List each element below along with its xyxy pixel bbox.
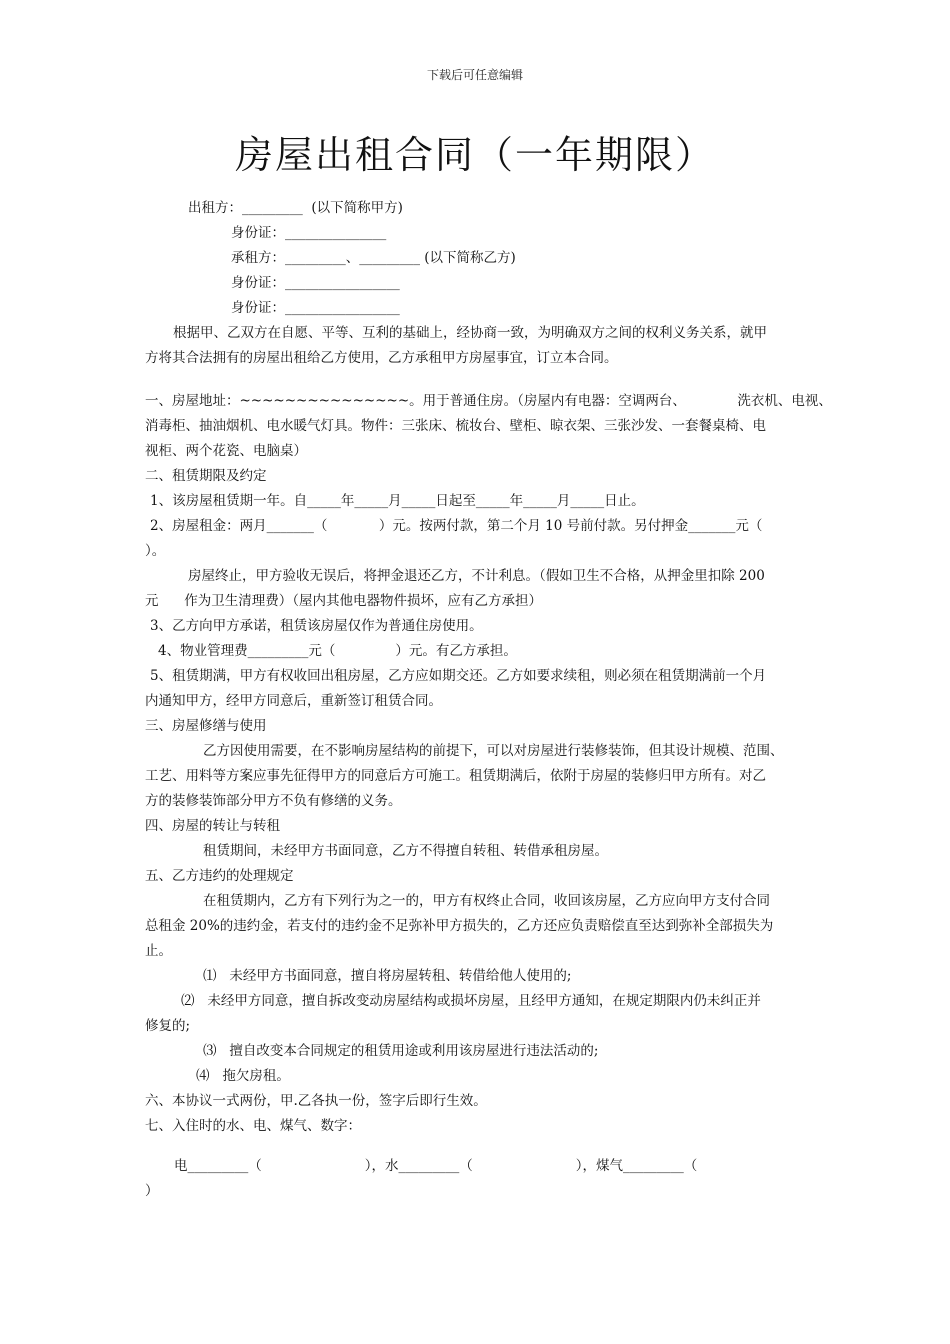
contract-line: 方的装修装饰部分甲方不负有修缮的义务。 [145, 793, 402, 809]
contract-line: 五、乙方违约的处理规定 [145, 868, 294, 884]
contract-line: 1、该房屋租赁期一年。自_____年_____月_____日起至_____年_____月_____日止。 [150, 493, 645, 509]
contract-line: 2、房屋租金：两月_______（ ）元。按两付款，第二个月 10 号前付款。另付押金_______元（ [150, 518, 763, 534]
contract-line: 5、租赁期满，甲方有权收回出租房屋，乙方应如期交还。乙方如要求续租，则必须在租赁期满前一个月 [150, 668, 767, 684]
contract-line: 乙方因使用需要，在不影响房屋结构的前提下，可以对房屋进行装修装饰，但其设计规模、范围、 [203, 743, 784, 759]
contract-line: ⑷ 拖欠房租。 [196, 1068, 290, 1084]
contract-line: 总租金 20%的违约金，若支付的违约金不足弥补甲方损失的，乙方还应负责赔偿直至达到弥补全部损失为 [145, 918, 774, 934]
contract-line: 4、物业管理费_________元（ ）元。有乙方承担。 [158, 643, 517, 659]
contract-line: 止。 [145, 943, 172, 959]
contract-line: 在租赁期内，乙方有下列行为之一的，甲方有权终止合同，收回该房屋，乙方应向甲方支付合同 [203, 893, 770, 909]
contract-line: 二、租赁期限及约定 [145, 468, 267, 484]
header-note: 下载后可任意编辑 [426, 68, 523, 82]
contract-line: 租赁期间，未经甲方书面同意，乙方不得擅自转租、转借承租房屋。 [203, 843, 608, 859]
document-title: 房屋出租合同（一年期限） [234, 133, 715, 177]
contract-line: ⑶ 擅自改变本合同规定的租赁用途或利用该房屋进行违法活动的; [203, 1043, 599, 1059]
contract-line: ⑴ 未经甲方书面同意，擅自将房屋转租、转借给他人使用的; [203, 968, 572, 984]
contract-line: 根据甲、乙双方在自愿、平等、互利的基础上，经协商一致，为明确双方之间的权利义务关系，就甲 [173, 325, 767, 341]
contract-line: 电_________（ ），水_________（ ），煤气_________（ [174, 1158, 698, 1174]
contract-line: 出租方：_________ (以下简称甲方) [188, 200, 403, 216]
contract-line: 身份证：_______________ [231, 225, 387, 241]
contract-line: 工艺、用料等方案应事先征得甲方的同意后方可施工。租赁期满后，依附于房屋的装修归甲方所有。对乙 [145, 768, 766, 784]
contract-line: 元 作为卫生清理费）（屋内其他电器物件损坏，应有乙方承担） [145, 593, 542, 609]
contract-line: 四、房屋的转让与转租 [145, 818, 280, 834]
contract-line: 方将其合法拥有的房屋出租给乙方使用，乙方承租甲方房屋事宜，订立本合同。 [145, 350, 618, 366]
contract-line: 房屋终止，甲方验收无误后，将押金退还乙方，不计利息。（假如卫生不合格，从押金里扣除 200 [188, 568, 765, 584]
contract-line: ） [145, 1183, 159, 1199]
contract-line: 承租方：_________、_________ (以下简称乙方) [231, 250, 516, 266]
contract-line: 内通知甲方，经甲方同意后，重新签订租赁合同。 [145, 693, 442, 709]
contract-line: 六、本协议一式两份，甲.乙各执一份，签字后即行生效。 [145, 1093, 487, 1109]
contract-line: 身份证：_________________ [231, 300, 400, 316]
contract-line: 三、房屋修缮与使用 [145, 718, 267, 734]
contract-line: 修复的; [145, 1018, 191, 1034]
contract-line: 3、乙方向甲方承诺，租赁该房屋仅作为普通住房使用。 [150, 618, 483, 634]
contract-line: 一、房屋地址：~~~~~~~~~~~~~~~。用于普通住房。（房屋内有电器：空调两台、 洗衣机、电视、 [145, 393, 832, 409]
contract-line: 身份证：_________________ [231, 275, 400, 291]
contract-line: ⑵ 未经甲方同意，擅自拆改变动房屋结构或损坏房屋，且经甲方通知，在规定期限内仍未纠正并 [181, 993, 761, 1009]
contract-line: 七、入住时的水、电、煤气、数字： [145, 1118, 361, 1134]
contract-line: 消毒柜、抽油烟机、电水暖气灯具。物件：三张床、梳妆台、壁柜、晾衣架、三张沙发、一套餐桌椅、电 [145, 418, 766, 434]
contract-line: ）。 [145, 543, 166, 559]
contract-line: 视柜、两个花瓷、电脑桌） [145, 443, 307, 459]
